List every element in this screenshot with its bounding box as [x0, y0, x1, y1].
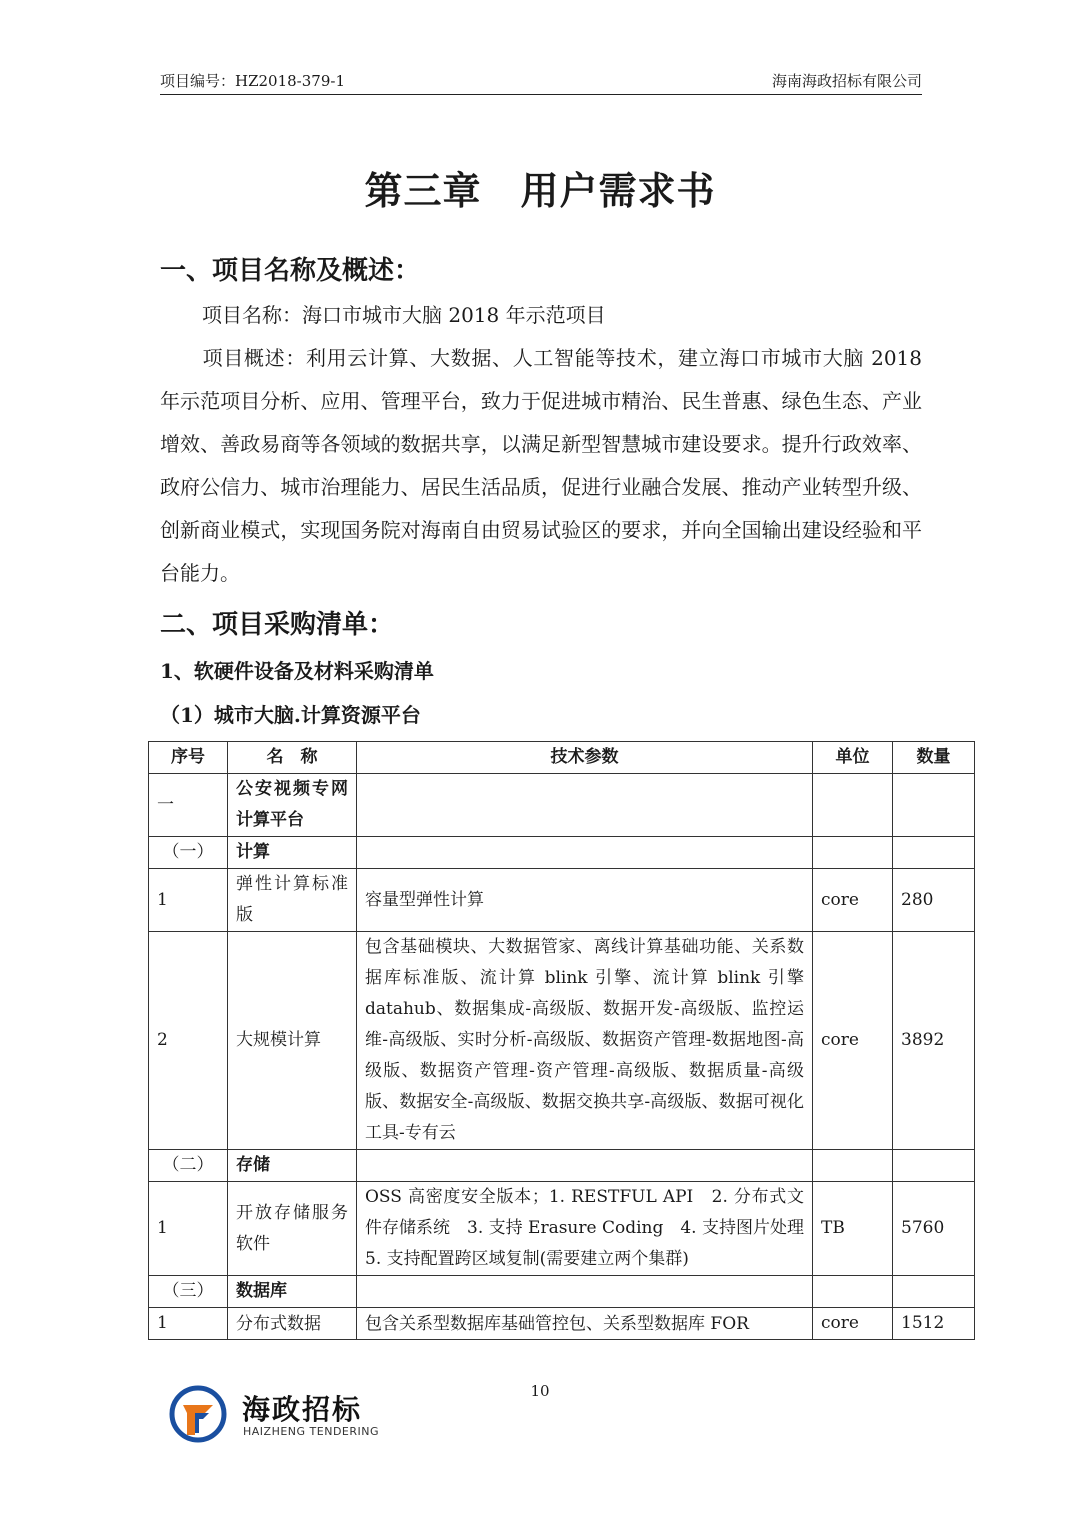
cell-qty: 5760 — [893, 1182, 975, 1276]
cell-name: 计算 — [228, 837, 357, 869]
cell-unit — [813, 774, 893, 837]
cell-qty: 3892 — [893, 932, 975, 1150]
cell-unit: TB — [813, 1182, 893, 1276]
cell-unit: core — [813, 869, 893, 932]
cell-unit: core — [813, 1308, 893, 1340]
cell-param — [357, 1150, 813, 1182]
table-row — [149, 1308, 975, 1340]
cell-unit: core — [813, 932, 893, 1150]
cell-param: 包含关系型数据库基础管控包、关系型数据库 FOR — [357, 1308, 813, 1340]
cell-param — [357, 774, 813, 837]
table-row — [149, 837, 975, 869]
header-no: 序号 — [149, 742, 228, 774]
subsection-heading: 1、软硬件设备及材料采购清单 — [160, 659, 434, 683]
cell-param — [357, 837, 813, 869]
page-header — [160, 70, 922, 95]
cell-param: 包含基础模块、大数据管家、离线计算基础功能、关系数据库标准版、流计算 blink 引擎、流计算 blink 引擎 datahub、数据集成-高级版、数据开发-高级版、监控运维-高级版、实时分析-高级版、数据资产管理-数据地图-高级版、数据资产管理-资产管理-高级版、数据质量-高级版、数据安全-高级版、数据交换共享-高级版、数据可视化工具-专有云 — [357, 932, 813, 1150]
table-row — [149, 1182, 975, 1276]
cell-name: 弹性计算标准版 — [228, 869, 357, 932]
project-name-line: 项目名称：海口市城市大脑 2018 年示范项目 — [202, 303, 606, 327]
procurement-table — [148, 741, 975, 1340]
project-number: 项目编号：HZ2018-379-1 — [160, 72, 345, 90]
cell-no: 一 — [149, 774, 228, 837]
chapter-title: 第三章 用户需求书 — [364, 168, 716, 213]
cell-unit — [813, 837, 893, 869]
table-header-row — [149, 742, 975, 774]
cell-unit — [813, 1276, 893, 1308]
company-name: 海南海政招标有限公司 — [771, 72, 922, 90]
page-number: 10 — [530, 1382, 550, 1400]
project-overview: 项目概述：利用云计算、大数据、人工智能等技术，建立海口市城市大脑 2018 年示范项目分析、应用、管理平台，致力于促进城市精治、民生普惠、绿色生态、产业增效、善政易商等各领域的数据共享，以满足新型智慧城市建设要求。提升行政效率、政府公信力、城市治理能力、居民生活品质，促进行业融合发展、推动产业转型升级、创新商业模式，实现国务院对海南自由贸易试验区的要求，并向全国输出建设经验和平台能力。 — [160, 346, 922, 585]
header-param: 技术参数 — [357, 742, 813, 774]
section1-heading: 一、项目名称及概述： — [160, 256, 421, 286]
platform-heading: （1）城市大脑.计算资源平台 — [160, 703, 421, 727]
cell-no: 1 — [149, 869, 228, 932]
cell-no: （二） — [149, 1150, 228, 1182]
cell-no: 2 — [149, 932, 228, 1150]
cell-qty — [893, 1150, 975, 1182]
table-row — [149, 1276, 975, 1308]
table-row — [149, 869, 975, 932]
cell-name: 开放存储服务软件 — [228, 1182, 357, 1276]
cell-qty — [893, 837, 975, 869]
logo-subtext: HAIZHENG TENDERING — [243, 1425, 380, 1438]
cell-name: 存储 — [228, 1150, 357, 1182]
header-name: 名 称 — [228, 742, 357, 774]
cell-name: 分布式数据 — [228, 1308, 357, 1340]
cell-no: （一） — [149, 837, 228, 869]
header-qty: 数量 — [893, 742, 975, 774]
table-row — [149, 1150, 975, 1182]
logo-text: 海政招标 — [242, 1393, 363, 1426]
cell-no: （三） — [149, 1276, 228, 1308]
cell-param: 容量型弹性计算 — [357, 869, 813, 932]
cell-name: 公安视频专网计算平台 — [228, 774, 357, 837]
cell-name: 大规模计算 — [228, 932, 357, 1150]
section2-heading: 二、项目采购清单： — [160, 610, 395, 640]
cell-qty — [893, 774, 975, 837]
cell-qty: 280 — [893, 869, 975, 932]
cell-unit — [813, 1150, 893, 1182]
header-unit: 单位 — [813, 742, 893, 774]
cell-qty: 1512 — [893, 1308, 975, 1340]
cell-no: 1 — [149, 1308, 228, 1340]
table-row — [149, 932, 975, 1150]
cell-qty — [893, 1276, 975, 1308]
cell-param — [357, 1276, 813, 1308]
cell-name: 数据库 — [228, 1276, 357, 1308]
table-row — [149, 774, 975, 837]
cell-param: OSS 高密度安全版本；1. RESTFUL API 2. 分布式文件存储系统 3. 支持 Erasure Coding 4. 支持图片处理 5. 支持配置跨区域复制(需要建立两个集群) — [357, 1182, 813, 1276]
cell-no: 1 — [149, 1182, 228, 1276]
